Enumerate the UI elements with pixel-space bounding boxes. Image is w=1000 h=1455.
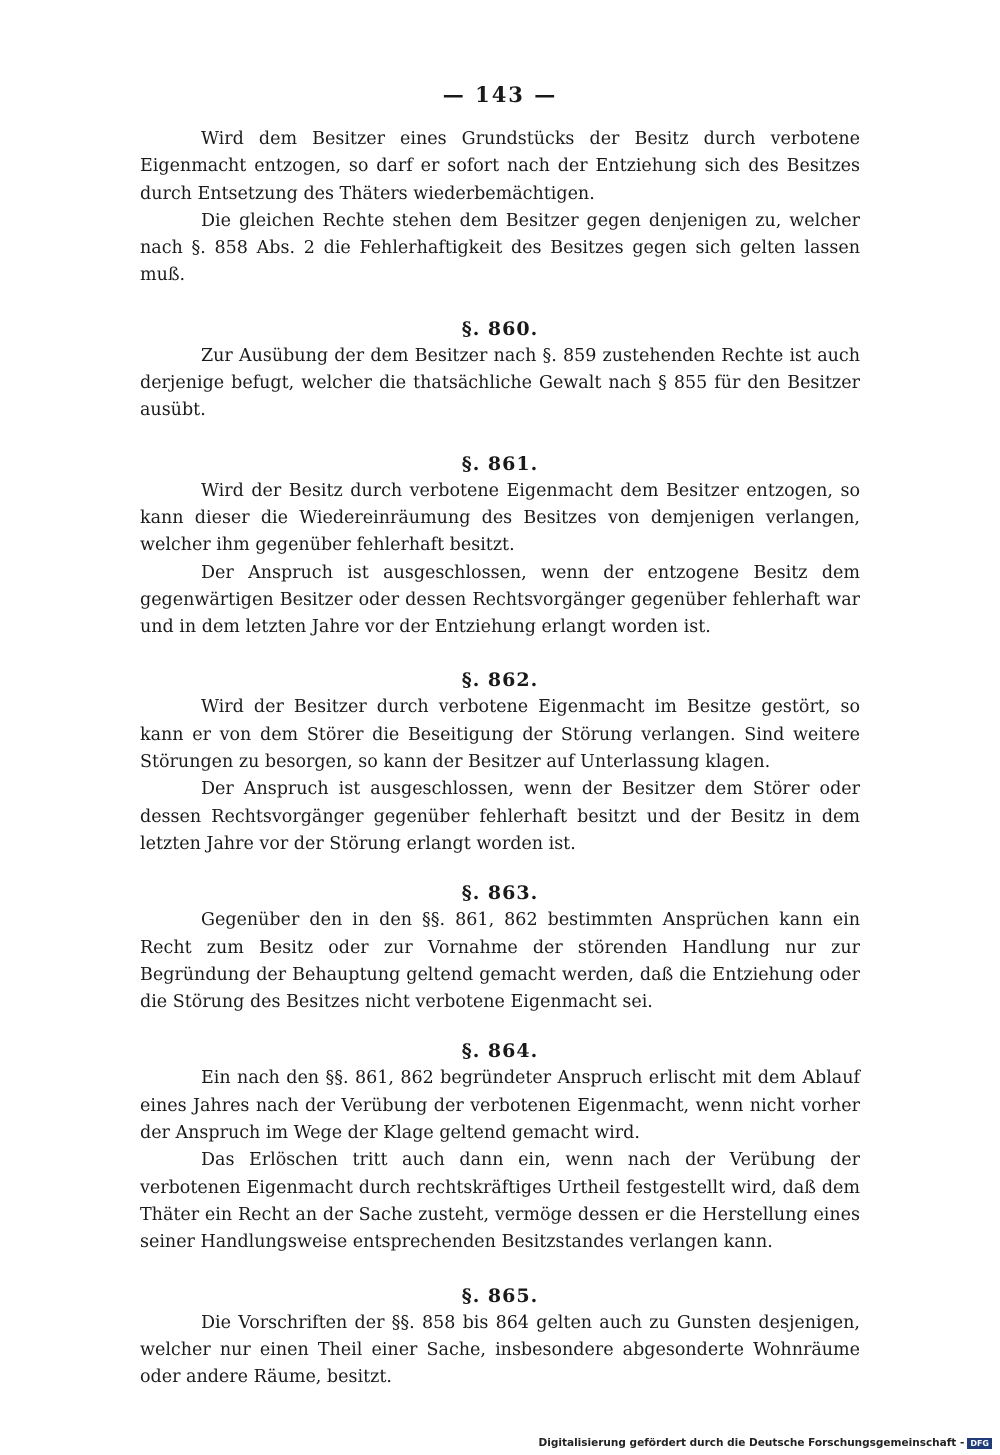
page-number: — 143 — (442, 82, 558, 107)
paragraph: Wird dem Besitzer eines Grundstücks der Besitz durch verbotene Eigenmacht entzogen, so darf er sofort nach der Entziehung sich des Besitzes durch Entsetzung des Thäters wiederbemächtigen. (140, 129, 860, 204)
section-heading: §. 865. (461, 1284, 539, 1307)
paragraph: Wird der Besitzer durch verbotene Eigenmacht im Besitze gestört, so kann er von dem Störer die Beseitigung der Störung verlangen. Sind weitere Störungen zu besorgen, so kann der Besitzer auf Unterlassung klagen. (140, 697, 860, 773)
section-heading: §. 860. (461, 317, 539, 340)
footer-text: Digitalisierung gefördert durch die Deutsche Forschungsgemeinschaft - (538, 1437, 965, 1449)
section-heading: §. 861. (461, 452, 539, 475)
section-861 (140, 451, 860, 642)
section-864 (140, 1038, 860, 1256)
paragraph: Das Erlöschen tritt auch dann ein, wenn nach der Verübung der verbotenen Eigenmacht durch rechtskräftiges Urtheil festgestellt wird, daß dem Thäter ein Recht an der Sache zusteht, vermöge dessen er die Herstellung eines seiner Handlungsweise entsprechenden Besitzstandes verlangen kann. (140, 1150, 860, 1253)
section-862 (140, 667, 860, 858)
paragraph: Die Vorschriften der §§. 858 bis 864 gelten auch zu Gunsten desjenigen, welcher nur einen Theil einer Sache, insbesondere abgesonderte Wohnräume oder andere Räume, besitzt. (140, 1312, 860, 1388)
paragraph: Gegenüber den in den §§. 861, 862 bestimmten Ansprüchen kann ein Recht zum Besitz oder zur Vornahme der störenden Handlung nur zur Begründung der Behauptung geltend gemacht werden, daß die Entziehung oder die Störung des Besitzes nicht verbotene Eigenmacht sei. (140, 910, 860, 1013)
paragraph: Der Anspruch ist ausgeschlossen, wenn der Besitzer dem Störer oder dessen Rechtsvorgänger gegenüber fehlerhaft besitzt und der Besitz in dem letzten Jahre vor der Störung erlangt worden ist. (140, 779, 860, 854)
paragraph: Zur Ausübung der dem Besitzer nach §. 859 zustehenden Rechte ist auch derjenige befugt, welcher die thatsächliche Gewalt nach § 855 für den Besitzer ausübt. (140, 345, 860, 421)
section-heading: §. 863. (461, 882, 539, 905)
paragraph: Ein nach den §§. 861, 862 begründeter Anspruch erlischt mit dem Ablauf eines Jahres nach der Verübung der verbotenen Eigenmacht, wenn nicht vorher der Anspruch im Wege der Klage geltend gemacht wird. (140, 1068, 860, 1144)
paragraph: Wird der Besitz durch verbotene Eigenmacht dem Besitzer entzogen, so kann dieser die Wiedereinräumung des Besitzes von demjenigen verlangen, welcher ihm gegenüber fehlerhaft besitzt. (140, 480, 860, 556)
page-body (140, 126, 860, 1391)
paragraph: Der Anspruch ist ausgeschlossen, wenn der entzogene Besitz dem gegenwärtigen Besitzer oder dessen Rechtsvorgänger gegenüber fehlerhaft war und in dem letzten Jahre vor der Entziehung erlangt worden ist. (140, 562, 860, 638)
section-heading: §. 862. (461, 669, 539, 692)
section-heading: §. 864. (461, 1040, 539, 1063)
section-860 (140, 316, 860, 425)
paragraph: Die gleichen Rechte stehen dem Besitzer gegen denjenigen zu, welcher nach §. 858 Abs. 2 die Fehlerhaftigkeit des Besitzes gegen sich gelten lassen muß. (140, 210, 860, 286)
section-863 (140, 880, 860, 1016)
intro-block (140, 126, 860, 290)
section-865 (140, 1283, 860, 1392)
dfg-logo-icon: DFG (967, 1438, 992, 1449)
digitization-footer (539, 1437, 992, 1449)
